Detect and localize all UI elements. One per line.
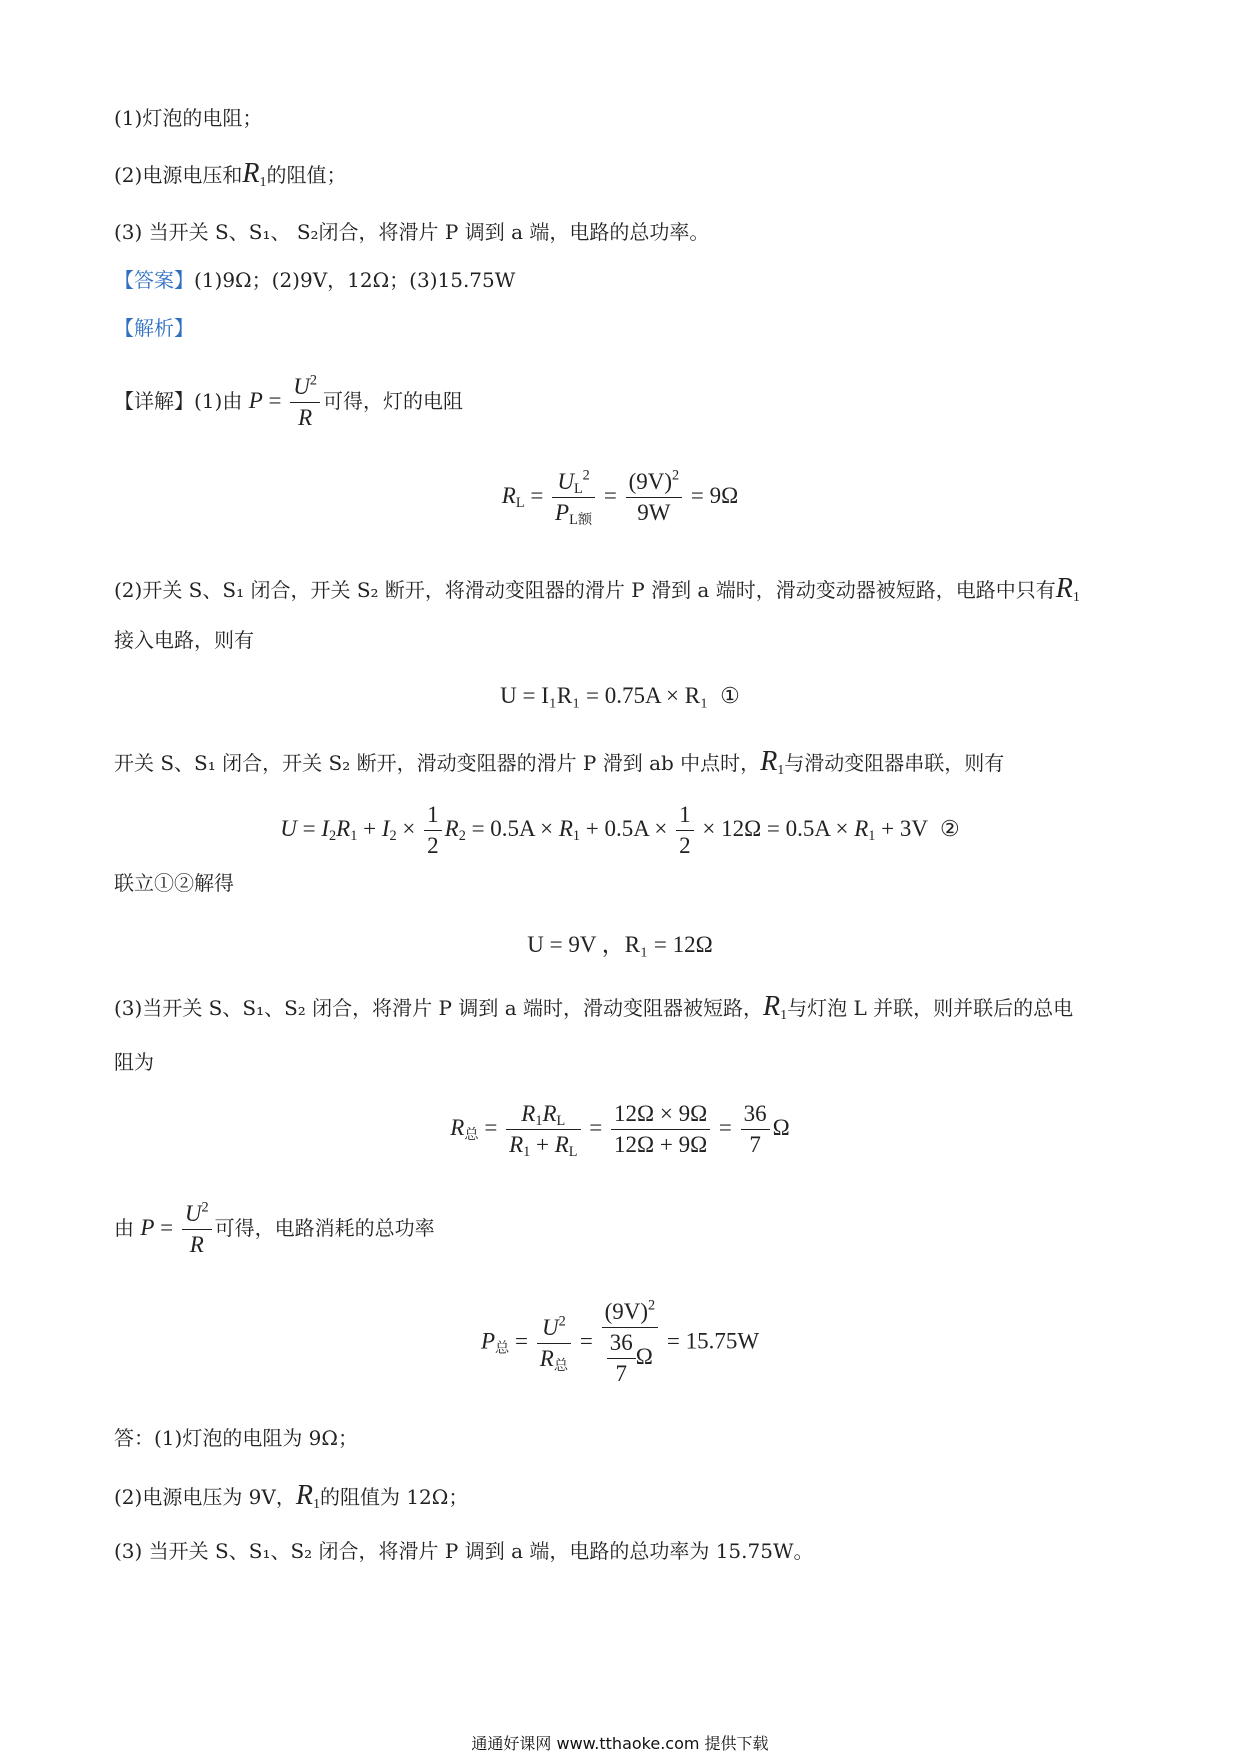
detail-paragraph-1	[114, 372, 463, 431]
detail-label: 【详解】	[114, 388, 194, 413]
conclusion-1: 答：(1)灯泡的电阻为 9Ω；	[114, 1426, 358, 1450]
detail-p1-post: 可得，灯的电阻	[323, 388, 463, 413]
detail-paragraph-3	[114, 748, 1004, 776]
detail-p6-pre: 由	[114, 1215, 134, 1240]
equation-2-marker: ②	[939, 815, 960, 841]
equation-lamp-resistance: $R_L$ = $\frac{U_L^2}{P_{L额}}$ = $\frac{(9V)^2}{9W}$ = 9Ω	[501, 467, 739, 529]
answer-line	[114, 270, 515, 290]
detail-paragraph-6	[114, 1199, 435, 1258]
detail-paragraph-2-line1	[114, 575, 1080, 603]
detail-p5-post: 与灯泡 L 并联，则并联后的总电	[787, 996, 1074, 1020]
formula-power: P = $\frac{U^2}{R}$	[140, 1215, 214, 1240]
question-3: (3) 当开关 S、S₁、 S₂闭合，将滑片 P 调到 a 端，电路的总功率。	[114, 220, 710, 244]
equation-1	[0, 683, 1240, 709]
equation-2: $U = I_2R_1 + I_2$ × $\frac{1}{2}$ $R_2 = 0.5A \times R_1 + 0.5A$ × $\frac{1}{2}$ × $12\Omega = 0.5A \times R_1 + 3V$ ②	[280, 802, 960, 859]
answer-text: (1)9Ω；(2)9V，12Ω；(3)15.75W	[194, 268, 516, 292]
question-2	[114, 160, 346, 188]
symbol-r1: $R_1$	[1055, 573, 1080, 605]
formula-power: P = $\frac{U^2}{R}$	[249, 388, 323, 413]
symbol-r1: $R_1$	[295, 1480, 320, 1512]
conclusion-2-pre: (2)电源电压为 9V，	[114, 1485, 296, 1509]
detail-p3-post: 与滑动变阻器串联，则有	[784, 751, 1005, 775]
equation-1-marker: ①	[720, 683, 740, 708]
detail-p3-pre: 开关 S、S₁ 闭合，开关 S₂ 断开，滑动变阻器的滑片 P 滑到 ab 中点时，	[114, 751, 761, 775]
answer-label: 【答案】	[114, 268, 194, 292]
detail-p5-pre: (3)当开关 S、S₁、S₂ 闭合，将滑片 P 调到 a 端时，滑动变阻器被短路，	[114, 996, 763, 1020]
conclusion-2	[114, 1482, 468, 1510]
symbol-r1: $R_1$	[760, 746, 785, 778]
detail-paragraph-5-line2: 阻为	[114, 1050, 154, 1074]
equation-1-text: U = I₁R₁ = 0.75A × R₁	[500, 683, 709, 708]
detail-paragraph-4: 联立①②解得	[114, 871, 234, 895]
footer-watermark: 通通好课网 www.tthaoke.com 提供下载	[471, 1734, 769, 1753]
question-1: (1)灯泡的电阻；	[114, 106, 263, 130]
question-2-text-pre: (2)电源电压和	[114, 163, 243, 187]
detail-p2-line1-text: (2)开关 S、S₁ 闭合，开关 S₂ 断开，将滑动变阻器的滑片 P 滑到 a 端时，滑动变动器被短路，电路中只有	[114, 578, 1056, 602]
equation-solution: U = 9V ，R₁ = 12Ω	[527, 932, 713, 957]
detail-paragraph-5-line1	[114, 993, 1073, 1021]
equation-lamp-resistance-result: = 9Ω	[690, 482, 739, 508]
question-2-text-post: 的阻值；	[266, 163, 347, 187]
conclusion-2-post: 的阻值为 12Ω；	[319, 1485, 469, 1509]
equation-total-power-result: = 15.75W	[666, 1328, 760, 1354]
symbol-r1: $R_1$	[763, 991, 788, 1023]
conclusion-3: (3) 当开关 S、S₁、S₂ 闭合，将滑片 P 调到 a 端，电路的总功率为 15.75W。	[114, 1539, 814, 1563]
equation-total-power: $P_总$ = $\frac{U^2}{R_总}$ = $(9V)^2$ $\frac{36}{7}$ Ω = 15.75W	[480, 1297, 760, 1387]
analysis-label	[114, 318, 194, 338]
detail-p6-post: 可得，电路消耗的总功率	[214, 1215, 435, 1240]
detail-paragraph-2-line2: 接入电路，则有	[114, 628, 254, 652]
detail-p1-pre: (1)由	[194, 388, 243, 413]
symbol-r1: $R_1$	[242, 158, 267, 190]
analysis-label-text: 【解析】	[114, 316, 194, 340]
equation-total-resistance: $R_总$ = $\frac{R_1R_L}{R_1 + R_L}$ = $\frac{12\Omega \times 9\Omega}{12\Omega + 9\Omega}$ = $\frac{36}{7}$ Ω	[450, 1101, 790, 1161]
